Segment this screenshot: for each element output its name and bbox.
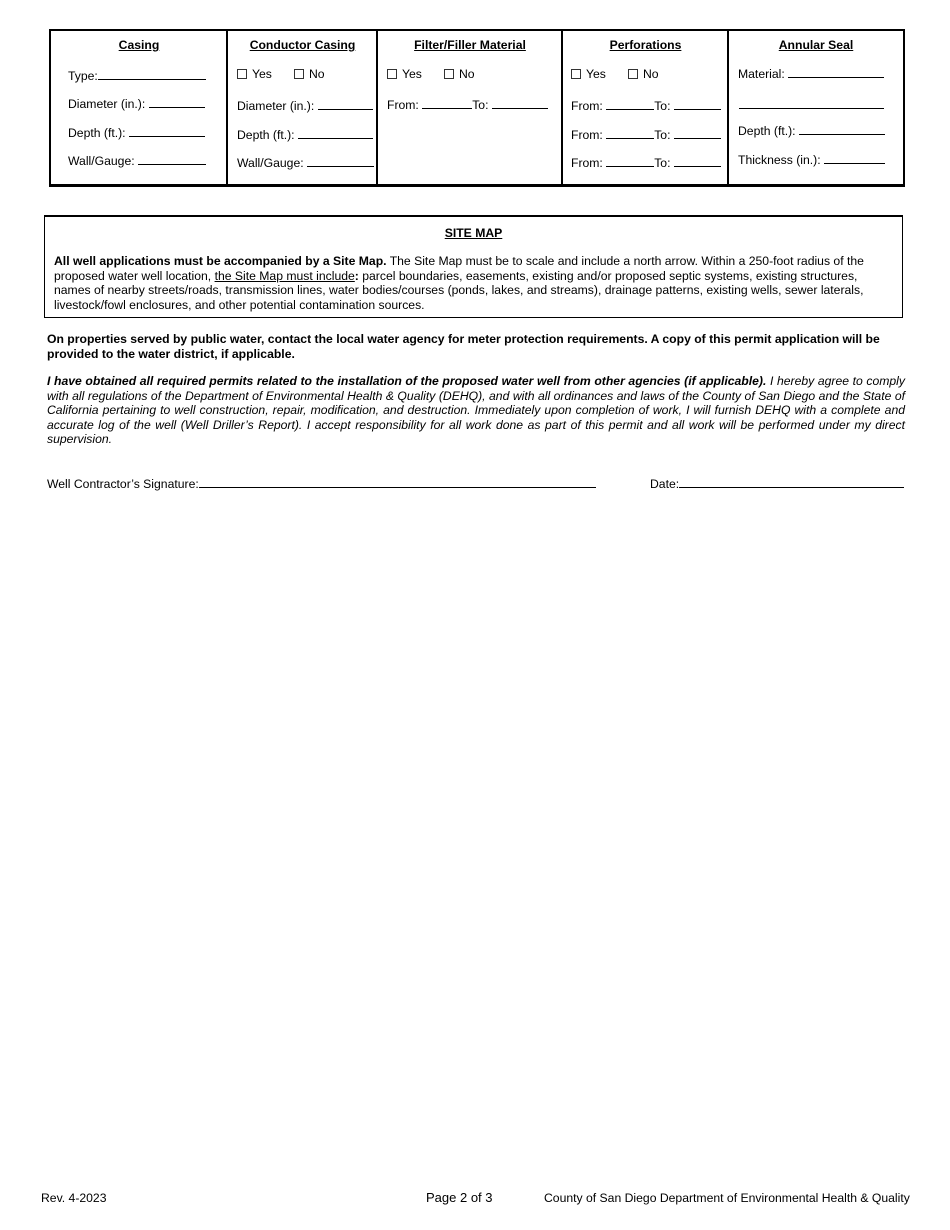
signature-field (47, 474, 596, 491)
casing-type-field: Type: (68, 68, 206, 83)
casing-wall-input[interactable] (138, 153, 206, 165)
perforations-from-input-3[interactable] (606, 155, 654, 167)
perforations-range-1: From: To: (571, 98, 721, 113)
conductor-diameter-input[interactable] (318, 98, 373, 110)
casing-wall-field: Wall/Gauge: (68, 153, 206, 168)
annular-thickness-field: Thickness (in.): (738, 152, 885, 167)
footer-agency: County of San Diego Department of Environmental Health & Quality (544, 1191, 910, 1205)
perforations-title: Perforations (609, 38, 682, 52)
checkbox-icon[interactable] (294, 69, 304, 79)
filter-material-title: Filter/Filler Material (414, 38, 526, 52)
perforations-range-3: From: To: (571, 155, 721, 170)
perforations-no-option[interactable]: No (628, 67, 659, 81)
site-map-box (44, 215, 903, 318)
checkbox-icon[interactable] (387, 69, 397, 79)
conductor-casing-title: Conductor Casing (249, 38, 356, 52)
annular-seal-title: Annular Seal (778, 38, 854, 52)
annular-thickness-input[interactable] (824, 152, 885, 164)
conductor-depth-input[interactable] (298, 127, 373, 139)
casing-depth-input[interactable] (129, 125, 205, 137)
signature-input[interactable] (199, 474, 596, 488)
perforations-to-input-2[interactable] (674, 127, 721, 139)
casing-diameter-input[interactable] (149, 96, 205, 108)
filter-range-field: From: To: (387, 97, 548, 112)
conductor-casing-column (226, 31, 377, 184)
perforations-from-input-1[interactable] (606, 98, 654, 110)
casing-type-input[interactable] (98, 68, 206, 80)
checkbox-icon[interactable] (628, 69, 638, 79)
casing-diameter-field: Diameter (in.): (68, 96, 205, 111)
filter-to-input[interactable] (492, 97, 548, 109)
contractor-agreement: I have obtained all required permits related to the installation of the proposed water well from other agencies (if applicable). I hereby agree to comply with all regulations of the Department of Environmental Health & Quality (DEHQ), and with all ordinances and laws of the County of San Diego and the State of California pertaining to well construction, repair, modification, and destruction. Immediately upon completion of work, I will furnish DEHQ with a complete and accurate log of the well (Well Driller’s Report). I accept responsibility for all work done as part of this permit and all work will be performed under my direct supervision. (47, 374, 905, 446)
conductor-casing-yes-option[interactable]: Yes (237, 67, 272, 81)
conductor-depth-field: Depth (ft.): (237, 127, 373, 142)
casing-depth-field: Depth (ft.): (68, 125, 205, 140)
conductor-wall-input[interactable] (307, 155, 374, 167)
annular-material-field: Material: (738, 66, 884, 81)
conductor-diameter-field: Diameter (in.): (237, 98, 373, 113)
site-map-instructions: All well applications must be accompanied by a Site Map. The Site Map must be to scale and include a north arrow. Within a 250-foot radius of the proposed water well location, the Site Map must include: parcel boundaries, easements, existing and/or proposed septic systems, existing structures, names of nearby streets/roads, transmission lines, water bodies/courses (ponds, lakes, and streams), drainage patterns, existing wells, sewer laterals, livestock/fowl enclosures, and other potential contamination sources. (54, 254, 864, 312)
filter-from-input[interactable] (422, 97, 472, 109)
perforations-from-input-2[interactable] (606, 127, 654, 139)
perforations-to-input-1[interactable] (674, 98, 721, 110)
well-construction-table (49, 29, 905, 187)
footer-revision: Rev. 4-2023 (41, 1191, 107, 1205)
conductor-wall-field: Wall/Gauge: (237, 155, 374, 170)
casing-column (51, 31, 227, 184)
perforations-to-input-3[interactable] (674, 155, 721, 167)
perforations-range-2: From: To: (571, 127, 721, 142)
annular-material-input[interactable] (788, 66, 884, 78)
checkbox-icon[interactable] (571, 69, 581, 79)
date-input[interactable] (679, 474, 904, 488)
site-map-title: SITE MAP (444, 226, 503, 240)
filter-no-option[interactable]: No (444, 67, 475, 81)
filter-yes-option[interactable]: Yes (387, 67, 422, 81)
perforations-yes-option[interactable]: Yes (571, 67, 606, 81)
signature-label: Well Contractor’s Signature: (47, 477, 199, 491)
annular-seal-column (727, 31, 903, 184)
perforations-column (561, 31, 728, 184)
annular-depth-input[interactable] (799, 123, 885, 135)
checkbox-icon[interactable] (444, 69, 454, 79)
conductor-casing-no-option[interactable]: No (294, 67, 325, 81)
annular-material-input-2[interactable] (739, 97, 884, 109)
casing-title: Casing (118, 38, 160, 52)
filter-material-column (376, 31, 562, 184)
footer-page-number: Page 2 of 3 (426, 1190, 493, 1205)
date-label: Date: (650, 477, 680, 491)
date-field (650, 474, 904, 491)
public-water-notice: On properties served by public water, contact the local water agency for meter protection requirements. A copy of this permit application will be provided to the water district, if applicable. (47, 332, 880, 361)
annular-material-line-2 (739, 97, 884, 112)
annular-depth-field: Depth (ft.): (738, 123, 885, 138)
checkbox-icon[interactable] (237, 69, 247, 79)
